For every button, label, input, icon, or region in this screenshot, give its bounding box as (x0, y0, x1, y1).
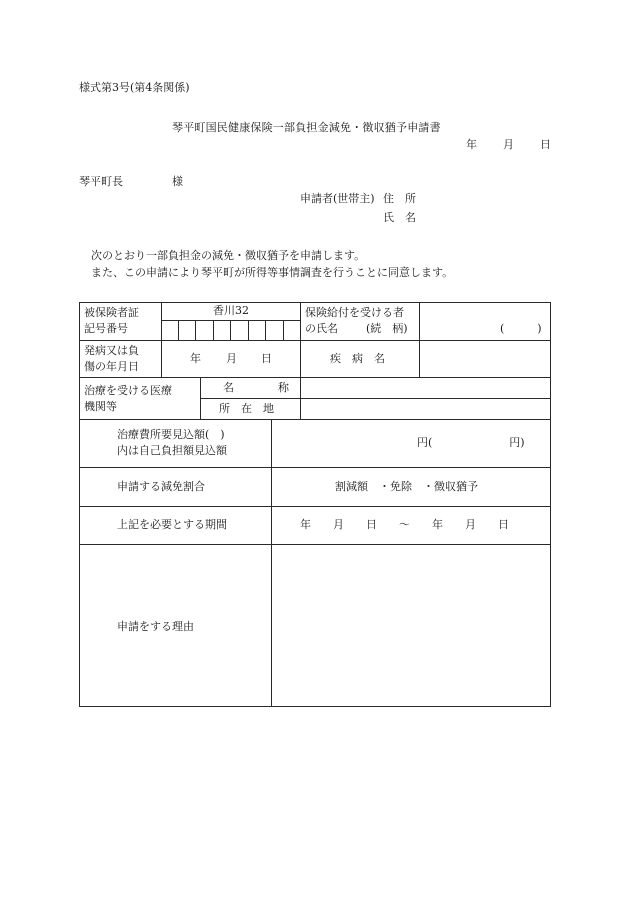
onset-year: 年 (190, 352, 201, 365)
estimate-value: 円( 円) (417, 436, 525, 449)
insurance-card-label-2: 記号番号 (84, 322, 128, 335)
addressee-honorific: 様 (172, 175, 183, 188)
reduction-label: 申請する減免割合 (117, 480, 205, 493)
institution-address-label: 所 在 地 (219, 402, 274, 415)
date-year: 年 (466, 138, 477, 151)
form-number: 様式第3号(第4条関係) (79, 81, 190, 94)
beneficiary-label-2: の氏名 (305, 322, 338, 335)
reason-label: 申請をする理由 (117, 620, 194, 633)
beneficiary-relation-label: (続 柄) (366, 322, 408, 335)
reduction-options: 割減額 ・免除 ・徴収猶予 (335, 480, 478, 493)
onset-month: 月 (226, 352, 237, 365)
estimate-label-2: 内は自己負担額見込額 (117, 444, 227, 457)
form-title: 琴平町国民健康保険一部負担金減免・徴収猶予申請書 (172, 121, 441, 134)
onset-day: 日 (261, 352, 272, 365)
institution-label-1: 治療を受ける医療 (84, 384, 172, 397)
onset-label-1: 発病又は負 (84, 344, 139, 357)
applicant-label: 申請者(世帯主) (300, 192, 375, 205)
insurance-card-label-1: 被保険者証 (84, 306, 139, 319)
period-value: 年 月 日 ～ 年 月 日 (300, 518, 509, 531)
institution-name-label: 名 称 (223, 381, 289, 394)
applicant-name-label: 氏 名 (383, 211, 416, 224)
estimate-label-1: 治療費所要見込額( ) (117, 428, 225, 441)
body-text-line-2: また、この申請により琴平町が所得等事情調査を行うことに同意します。 (91, 266, 454, 279)
insurance-symbol-value: 香川32 (213, 304, 249, 317)
applicant-address-label: 住 所 (383, 192, 416, 205)
onset-label-2: 傷の年月日 (84, 360, 139, 373)
beneficiary-relation-paren: ( ) (500, 322, 542, 335)
date-month: 月 (503, 138, 514, 151)
date-day: 日 (540, 138, 551, 151)
period-label: 上記を必要とする期間 (117, 518, 227, 531)
body-text-line-1: 次のとおり一部負担金の減免・徴収猶予を申請します。 (91, 249, 366, 262)
disease-label: 疾 病 名 (330, 352, 385, 365)
beneficiary-label-1: 保険給付を受ける者 (305, 306, 404, 319)
institution-label-2: 機関等 (84, 400, 117, 413)
addressee-name: 琴平町長 (79, 175, 123, 188)
